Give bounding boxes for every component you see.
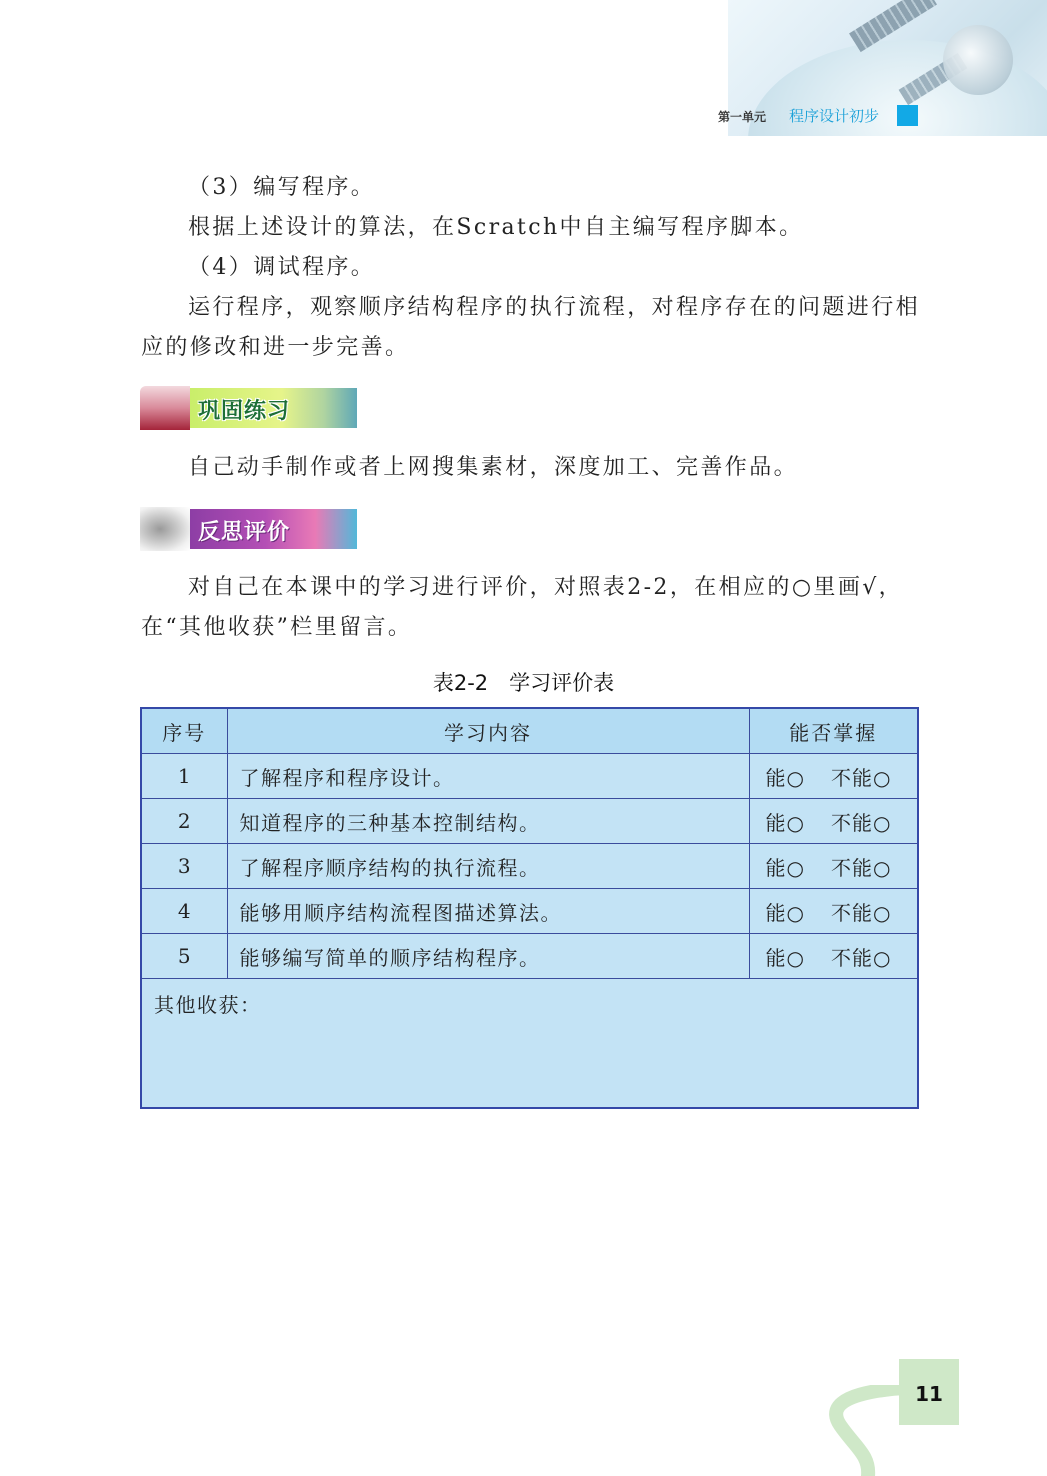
other-gains-field[interactable] [141, 979, 918, 1109]
row-num: 4 [141, 889, 227, 934]
table-other-row [141, 979, 918, 1109]
step3-title: （3）编写程序。 [188, 175, 376, 200]
row-content: 了解程序顺序结构的执行流程。 [227, 844, 749, 889]
practice-banner-label-bg [190, 388, 357, 428]
reflect-banner-label-bg [190, 509, 357, 549]
row-content: 能够用顺序结构流程图描述算法。 [227, 889, 749, 934]
practice-banner [140, 386, 357, 430]
row-content: 能够编写简单的顺序结构程序。 [227, 934, 749, 979]
table-caption: 表2-2 学习评价表 [432, 671, 615, 695]
row-num: 3 [141, 844, 227, 889]
header-content: 学习内容 [227, 708, 749, 754]
practice-banner-label: 巩固练习 [198, 399, 291, 424]
option-yes[interactable]: 能○ [765, 945, 805, 970]
header-mastery: 能否掌握 [749, 708, 918, 754]
option-yes[interactable]: 能○ [765, 765, 805, 790]
step3-text: 根据上述设计的算法，在Scratch中自主编写程序脚本。 [188, 215, 804, 240]
option-no[interactable]: 不能○ [830, 945, 892, 970]
table-row [141, 889, 918, 934]
header-accent-square [897, 105, 918, 126]
reflect-banner-silhouette [140, 507, 190, 551]
table-row [141, 934, 918, 979]
table-row [141, 844, 918, 889]
row-num: 2 [141, 799, 227, 844]
other-gains-label: 其他收获： [154, 993, 262, 1017]
step4-title: （4）调试程序。 [188, 255, 376, 280]
table-header-row [141, 708, 918, 754]
option-no[interactable]: 不能○ [830, 855, 892, 880]
header-chapter-title: 程序设计初步 [789, 107, 880, 125]
row-content: 了解程序和程序设计。 [227, 754, 749, 799]
row-mastery [749, 754, 918, 799]
practice-banner-image [140, 386, 190, 430]
practice-text: 自己动手制作或者上网搜集素材，深度加工、完善作品。 [188, 455, 799, 480]
table-row [141, 754, 918, 799]
reflect-text-line1: 对自己在本课中的学习进行评价，对照表2-2，在相应的○里画√， [188, 575, 904, 600]
step4-text-line1: 运行程序，观察顺序结构程序的执行流程，对程序存在的问题进行相 [188, 295, 921, 320]
header-satellite-image [728, 0, 1047, 136]
option-yes[interactable]: 能○ [765, 855, 805, 880]
table-row [141, 799, 918, 844]
reflect-text-line2: 在“其他收获”栏里留言。 [141, 615, 413, 640]
row-mastery [749, 844, 918, 889]
option-yes[interactable]: 能○ [765, 900, 805, 925]
option-yes[interactable]: 能○ [765, 810, 805, 835]
satellite-dish-graphic [943, 25, 1013, 95]
page-number: 11 [915, 1382, 943, 1406]
option-no[interactable]: 不能○ [830, 765, 892, 790]
evaluation-table [140, 707, 919, 1109]
row-num: 1 [141, 754, 227, 799]
row-mastery [749, 799, 918, 844]
row-content: 知道程序的三种基本控制结构。 [227, 799, 749, 844]
header-unit: 第一单元 [718, 110, 767, 124]
reflect-banner [140, 507, 357, 551]
option-no[interactable]: 不能○ [830, 810, 892, 835]
row-mastery [749, 889, 918, 934]
row-mastery [749, 934, 918, 979]
reflect-banner-label: 反思评价 [198, 520, 291, 545]
step4-text-line2: 应的修改和进一步完善。 [141, 335, 410, 360]
option-no[interactable]: 不能○ [830, 900, 892, 925]
row-num: 5 [141, 934, 227, 979]
header-num: 序号 [141, 708, 227, 754]
